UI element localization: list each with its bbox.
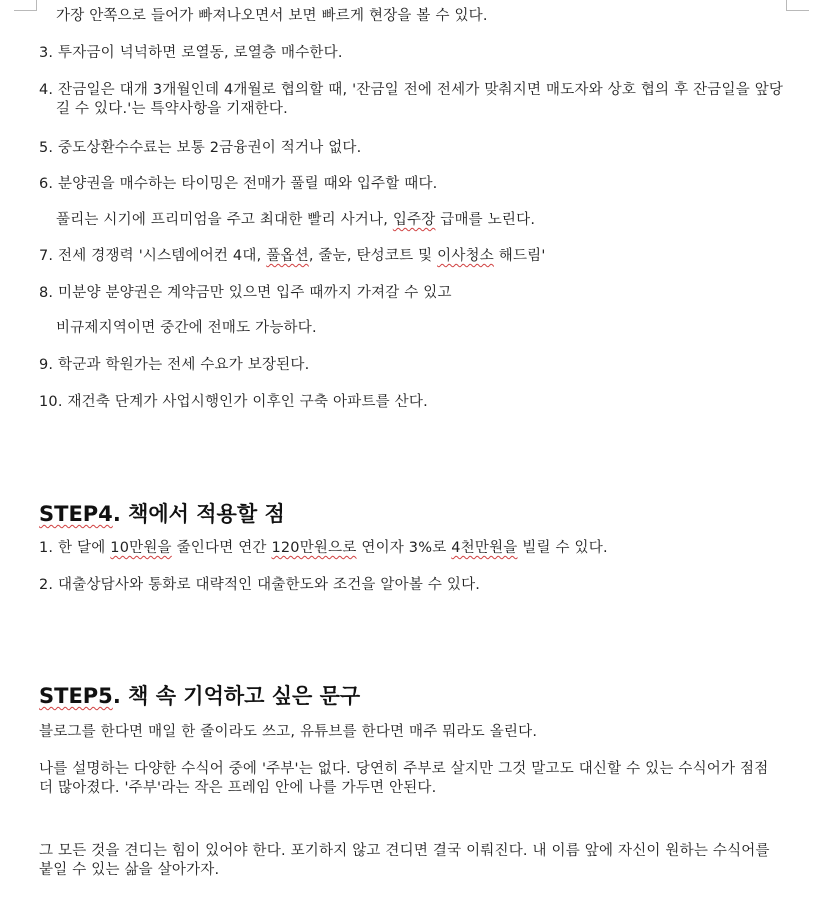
text-segment: 줄인다면 연간 [171,540,272,556]
quote-paragraph: 블로그를 한다면 매일 한 줄이라도 쓰고, 유튜브를 한다면 매주 뭐라도 올린다. [39,724,538,740]
list-item-continuation [56,210,801,231]
page-corner-marker-left [14,0,37,11]
text-segment: 연이자 3%로 [356,540,452,556]
text-segment: 풀리는 시기에 프리미엄을 주고 최대한 빨리 사거나, [56,212,393,228]
section-heading-step5 [39,682,360,710]
spellcheck-word: 4천만원을 [451,540,518,556]
list-item: 3. 투자금이 넉넉하면 로열동, 로열층 매수한다. [39,45,343,61]
spellcheck-word: 120만원으로 [271,540,357,556]
text-segment: 해드림' [493,248,546,264]
text-segment: 빌릴 수 있다. [517,540,608,556]
list-item: 6. 분양권을 매수하는 타이밍은 전매가 풀릴 때와 입주할 때다. [39,176,438,192]
spellcheck-word: 이사청소 [437,248,494,264]
text-segment: 1. 한 달에 [39,540,111,556]
list-item [39,246,784,267]
list-item [39,538,784,559]
text-segment: 7. 전세 경쟁력 '시스템에어컨 4대, [39,248,267,264]
text-segment: , 줄눈, 탄성코트 및 [308,248,438,264]
spellcheck-word: 풀옵션 [266,248,309,264]
quote-paragraph: 그 모든 것을 견디는 힘이 있어야 한다. 포기하지 않고 견디면 결국 이뤄진다. 내 이름 앞에 자신이 원하는 수식어를 붙일 수 있는 삶을 살아가자. [39,843,770,878]
spellcheck-word: 입주장 [392,212,436,228]
list-item: 9. 학군과 학원가는 전세 수요가 보장된다. [39,357,310,373]
quote-paragraph: 나를 설명하는 다양한 수식어 중에 '주부'는 없다. 당연히 주부로 살지만 그것 말고도 대신할 수 있는 수식어가 점점 더 많아졌다. '주부'라는 작은 프레임 안에 나를 가두면 안된다. [39,761,769,796]
list-item: 5. 중도상환수수료는 보통 2금융권이 적거나 없다. [39,140,362,156]
list-item: 4. 잔금일은 대개 3개월인데 4개월로 협의할 때, '잔금일 전에 전세가 맞춰지면 매도자와 상호 협의 후 잔금일을 앞당길 수 있다.'는 특약사항을 기재한다. [39,82,784,117]
heading-text: . 책에서 적용할 점 [112,502,285,526]
list-item: 8. 미분양 분양권은 계약금만 있으면 입주 때까지 가져갈 수 있고 [39,285,452,301]
text-segment: 급매를 노린다. [435,212,536,228]
heading-code: STEP5 [39,684,113,708]
list-item-continuation: 비규제지역이면 중간에 전매도 가능하다. [56,320,317,336]
list-item: 10. 재건축 단계가 사업시행인가 이후인 구축 아파트를 산다. [39,394,428,410]
list-item: 2. 대출상담사와 통화로 대략적인 대출한도와 조건을 알아볼 수 있다. [39,577,481,593]
section-heading-step4 [39,500,285,528]
spellcheck-word: 10만원을 [110,540,172,556]
heading-code: STEP4 [39,502,113,526]
heading-text: . 책 속 기억하고 싶은 문구 [112,684,361,708]
text-line: 가장 안쪽으로 들어가 빠져나오면서 보면 빠르게 현장을 볼 수 있다. [56,8,488,24]
